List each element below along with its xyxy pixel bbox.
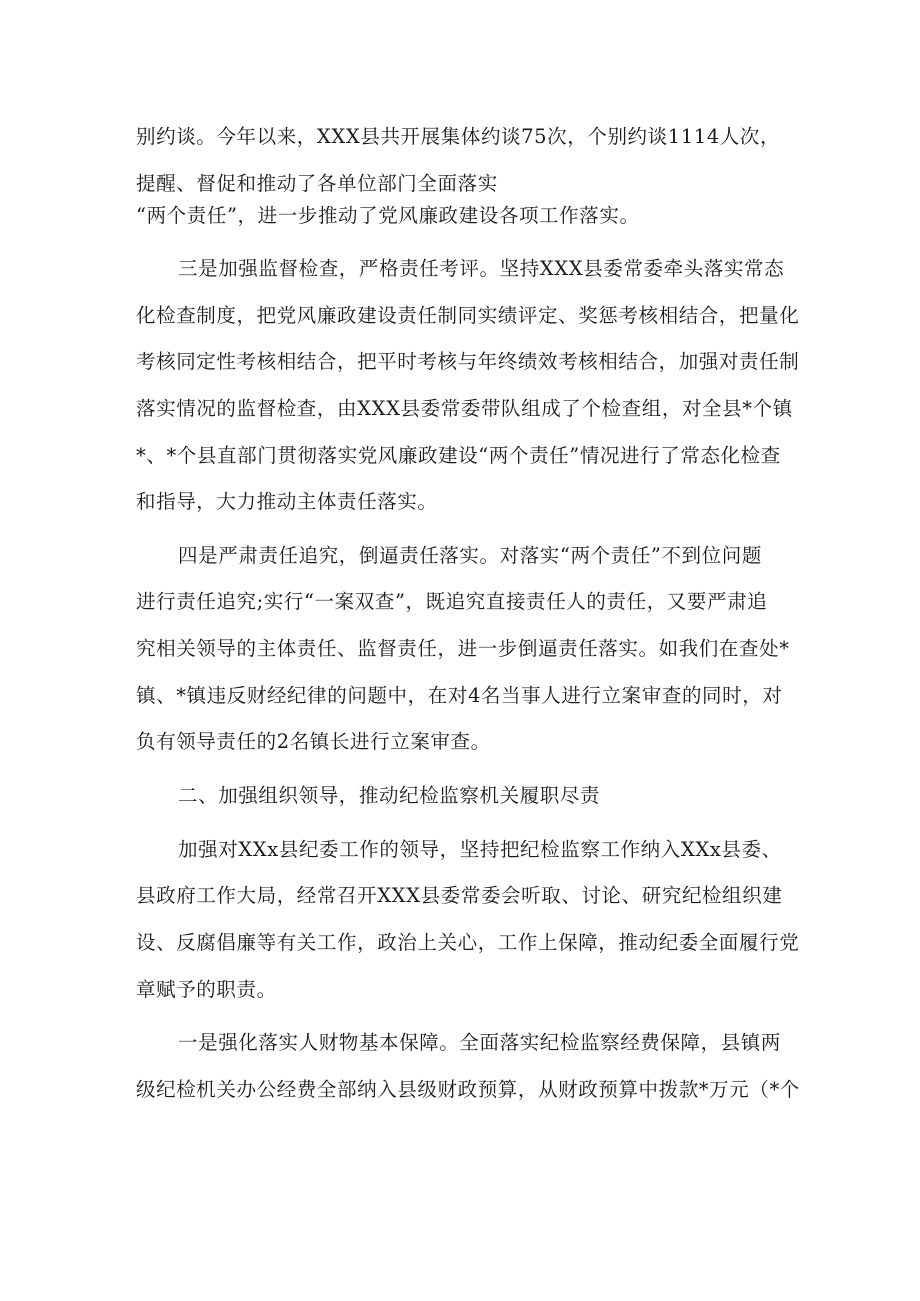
text-line: 负有领导责任的2名镇长进行立案审查。	[136, 730, 491, 753]
text-line: 章赋予的职责。	[136, 978, 277, 1001]
text-line: *、*个县直部门贯彻落实党风廉政建设“两个责任”情况进行了常态化检查	[136, 444, 781, 467]
text-line: 考核同定性考核相结合，把平时考核与年终绩效考核相结合，加强对责任制	[136, 350, 800, 373]
text-line: 进行责任追究;实行“一案双查”，既追究直接责任人的责任，又要严肃追	[136, 590, 768, 613]
text-line: 别约谈。今年以来，XXX县共开展集体约谈75次，个别约谈1114人次，	[136, 125, 781, 148]
text-line: 县政府工作大局，经常召开XXX县委常委会听取、讨论、研究纪检组织建	[136, 884, 783, 907]
text-line: “两个责任”，进一步推动了党风廉政建设各项工作落实。	[136, 204, 640, 227]
text-line: 镇、*镇违反财经纪律的问题中，在对4名当事人进行立案审查的同时，对	[136, 684, 783, 707]
text-line: 三是加强监督检查，严格责任考评。坚持XXX县委常委牵头落实常态	[178, 257, 785, 280]
text-line: 究相关领导的主体责任、监督责任，进一步倒逼责任落实。如我们在查处*	[136, 637, 790, 660]
text-line: 提醒、督促和推动了各单位部门全面落实	[136, 172, 498, 195]
text-line: 落实情况的监督检查，由XXX县委常委带队组成了个检查组，对全县*个镇	[136, 397, 793, 420]
text-line: 设、反腐倡廉等有关工作，政治上关心，工作上保障，推动纪委全面履行党	[136, 931, 800, 954]
text-line: 一是强化落实人财物基本保障。全面落实纪检监察经费保障，县镇两	[178, 1031, 782, 1054]
text-line: 四是严肃责任追究，倒逼责任落实。对落实“两个责任”不到位问题	[178, 544, 762, 567]
text-line: 加强对XXx县纪委工作的领导，坚持把纪检监察工作纳入XXx县委、	[178, 838, 782, 861]
text-line: 和指导，大力推动主体责任落实。	[136, 490, 438, 513]
text-line: 化检查制度，把党风廉政建设责任制同实绩评定、奖惩考核相结合，把量化	[136, 304, 800, 327]
text-line: 级纪检机关办公经费全部纳入县级财政预算，从财政预算中拨款*万元（*个	[136, 1078, 800, 1101]
section-heading: 二、加强组织领导，推动纪检监察机关履职尽责	[178, 784, 601, 807]
